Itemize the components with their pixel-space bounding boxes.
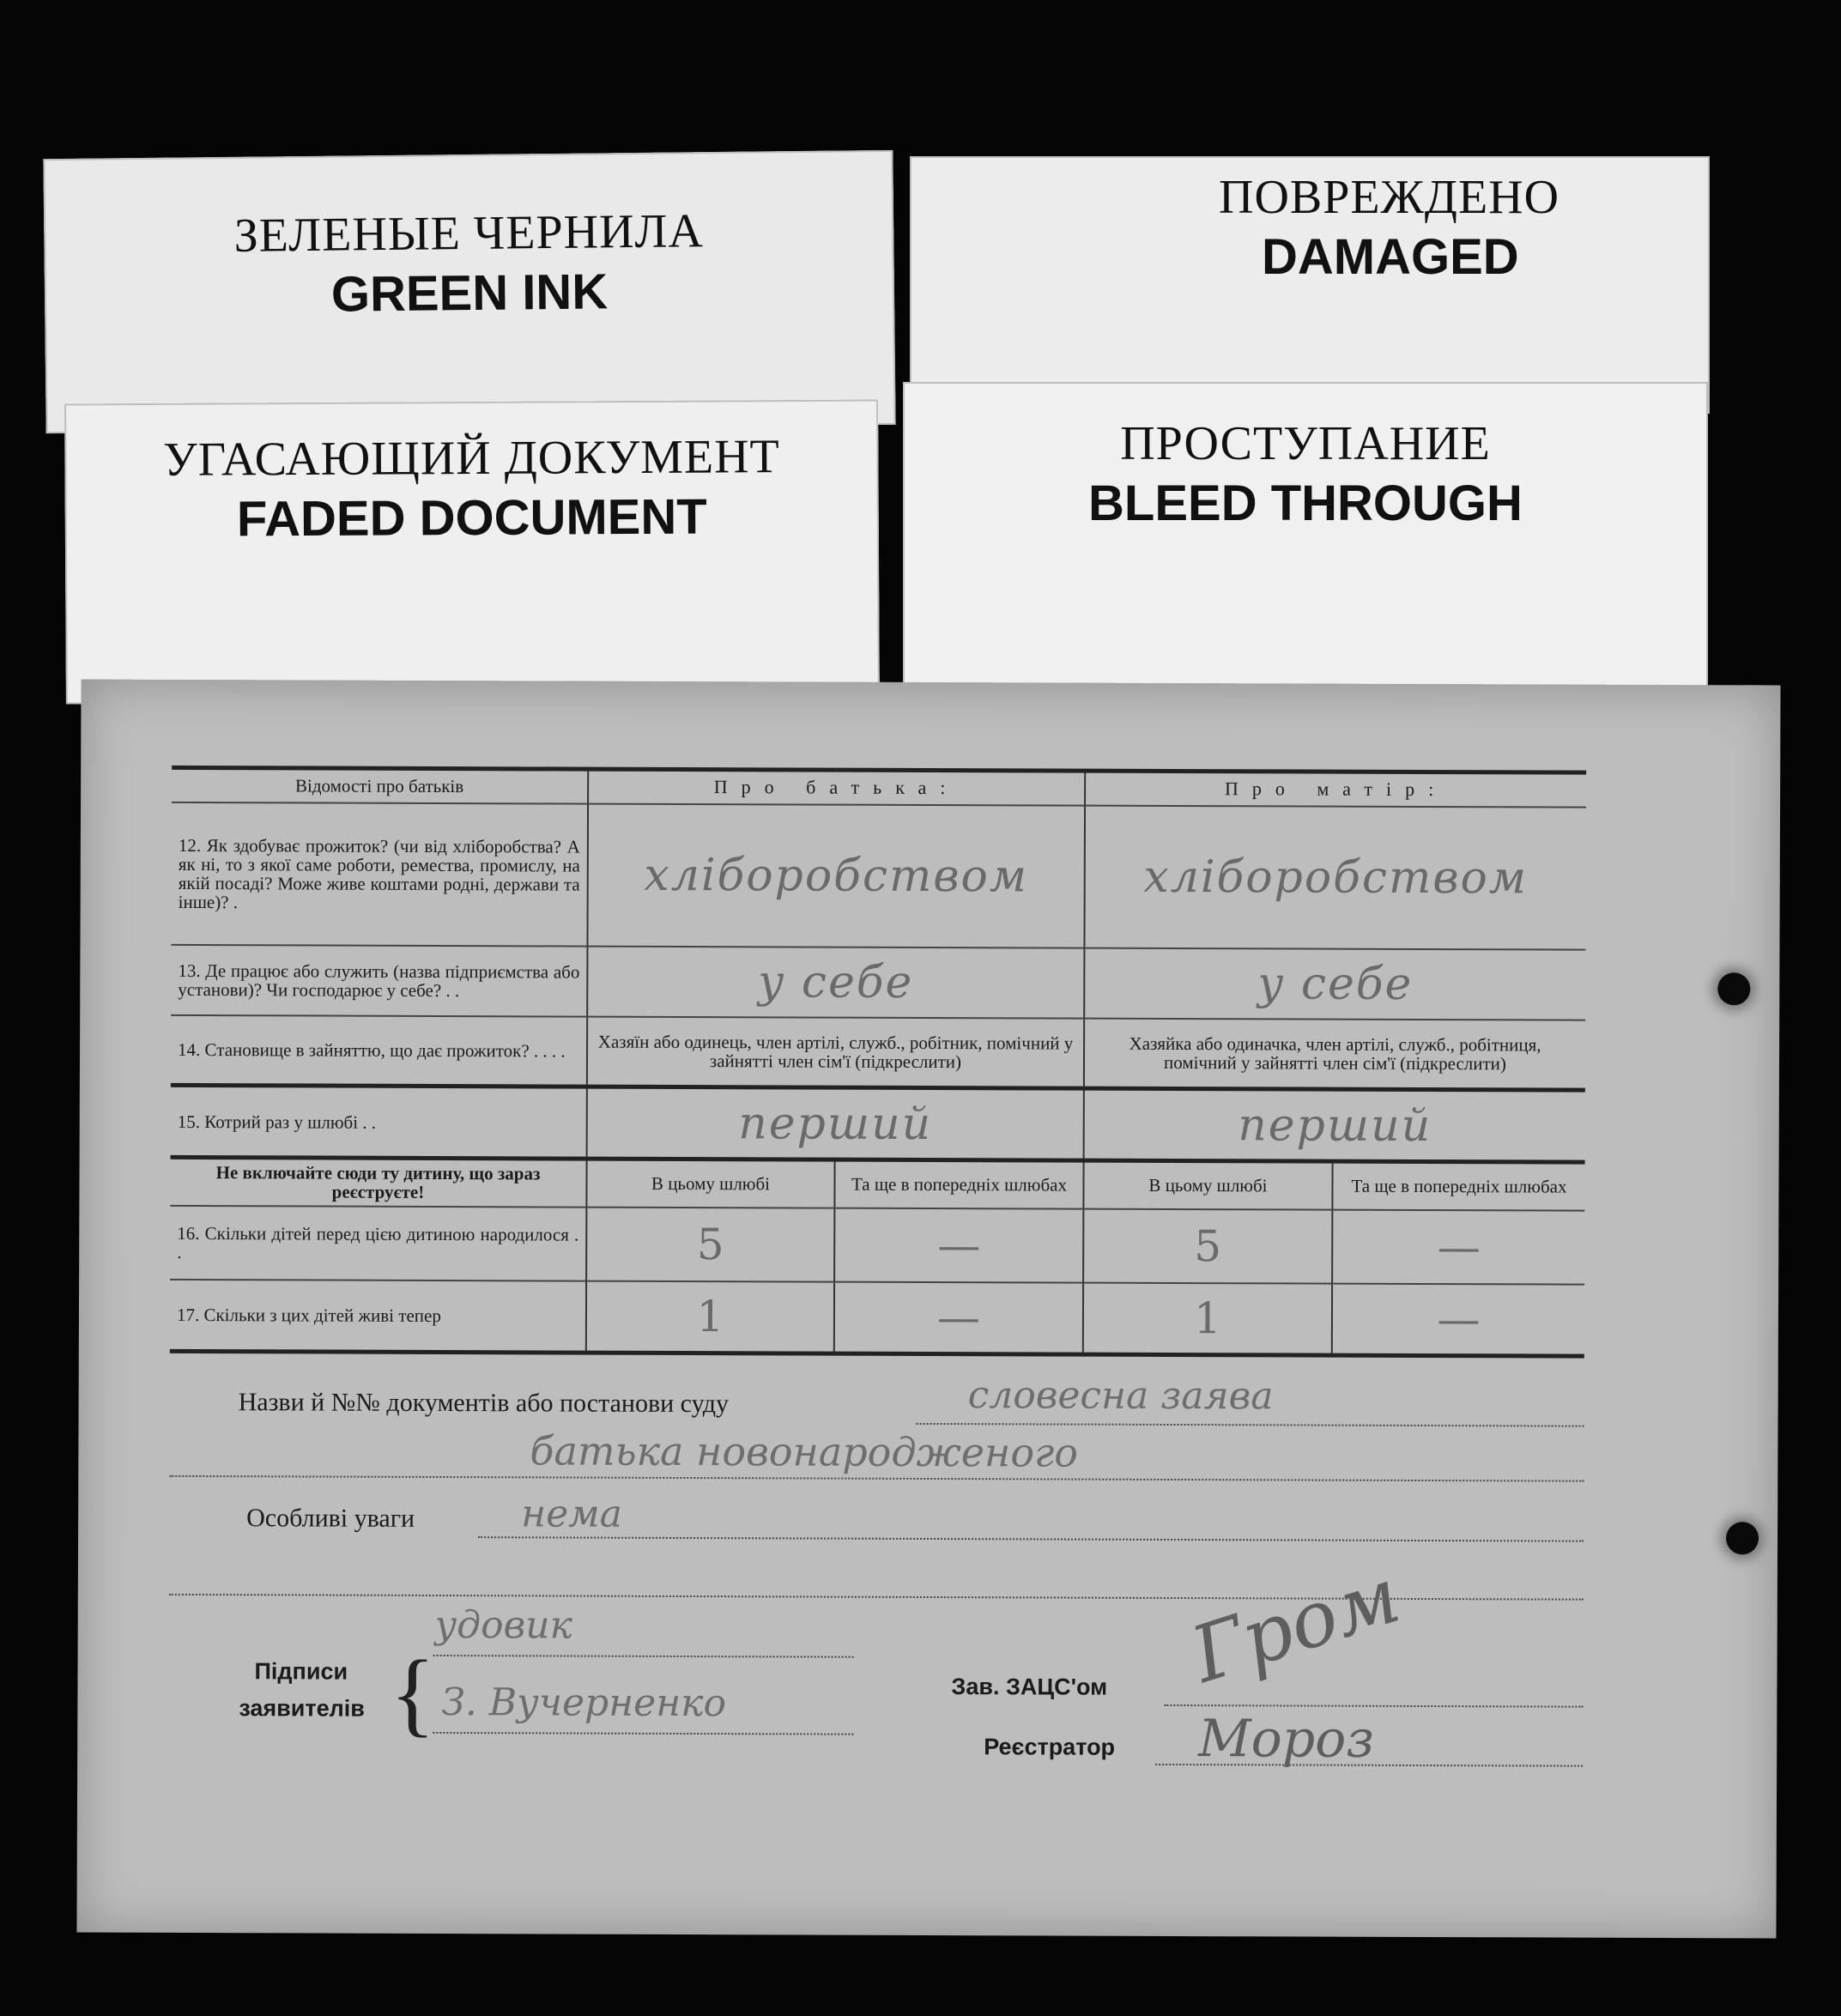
exclusion-note: Не включайте сюди ту дитину, що зараз реєструєте! — [215, 1162, 541, 1203]
punch-hole — [1717, 972, 1750, 1005]
green-ink-english: GREEN INK — [330, 263, 609, 323]
applicant-signature-2: З. Вучерненко — [441, 1680, 727, 1726]
faded-document-card — [64, 400, 880, 705]
answer-13-father: у себе — [587, 946, 1084, 1018]
answer-15-mother: перший — [1084, 1088, 1585, 1162]
head-of-registry-label: Зав. ЗАЦС'ом — [951, 1674, 1108, 1700]
signatures-label-2: заявителів — [239, 1695, 365, 1722]
question-15: 15. Котрий раз у шлюбі . . — [177, 1111, 377, 1133]
faded-english: FADED DOCUMENT — [236, 488, 707, 548]
brace-icon: { — [390, 1640, 436, 1746]
header-mother: Про матір: — [1085, 771, 1586, 807]
answer-15-father: перший — [587, 1087, 1084, 1160]
header-parents-info: Відомості про батьків — [294, 775, 464, 797]
registration-form-sheet — [76, 680, 1780, 1939]
question-12: 12. Як здобуває прожиток? (чи від хліборобства? А як ні, то з якої саме роботи, ремества, промислу, на якій посаді? Може живе коштами родні, держави та інше)? . — [178, 834, 580, 912]
answer-13-mother: у себе — [1084, 947, 1585, 1020]
signatures-label-1: Підписи — [254, 1658, 348, 1685]
answer-14-father-options: Хазяїн або одинець, член артілі, служб., робітник, помічний у зайнятті член сім'ї (підкреслити) — [587, 1016, 1084, 1088]
head-of-registry-line — [1164, 1704, 1583, 1708]
bleed-russian: ПРОСТУПАНИЕ — [1120, 417, 1491, 470]
documents-handwriting-2: батька новонародженого — [530, 1427, 1079, 1476]
special-notes-label: Особливі уваги — [246, 1504, 415, 1533]
punch-hole — [1726, 1522, 1759, 1554]
lower-section — [168, 1353, 1584, 1874]
documents-handwriting-1: словесна заява — [967, 1373, 1274, 1419]
registrar-signature: Мороз — [1198, 1709, 1375, 1770]
special-notes-line — [478, 1536, 1584, 1541]
question-13: 13. Де працює або служить (назва підприємства або установи)? Чи господарює у себе? . . — [178, 960, 580, 1001]
header-father: Про батька: — [588, 769, 1085, 805]
answer-17-father-prev: — — [834, 1281, 1083, 1354]
answer-16-father-prev: — — [834, 1208, 1083, 1282]
question-14: 14. Становище в зайняттю, що дає прожиток? . . . . — [178, 1038, 566, 1062]
answer-17-father-this: 1 — [586, 1280, 834, 1353]
registrar-label: Реєстратор — [984, 1734, 1116, 1760]
applicant-signature-1: удовик — [434, 1602, 572, 1648]
special-notes-handwriting: нема — [521, 1492, 622, 1536]
bleed-english: BLEED THROUGH — [1088, 475, 1523, 531]
answer-16-father-this: 5 — [586, 1207, 834, 1281]
answer-12-father: хліборобством — [587, 803, 1085, 947]
subheader-prev-marriages-mother: Та ще в попередніх шлюбах — [1332, 1161, 1584, 1210]
answer-16-mother-this: 5 — [1083, 1208, 1332, 1283]
documents-line-2 — [169, 1475, 1584, 1482]
subheader-this-marriage-mother: В цьому шлюбі — [1083, 1160, 1332, 1209]
question-16: 16. Скільки дітей перед цією дитиною народилося . . — [177, 1222, 579, 1262]
form-content — [168, 766, 1586, 1874]
green-ink-card — [43, 150, 895, 433]
answer-17-mother-this: 1 — [1083, 1282, 1332, 1355]
faded-russian: УГАСАЮЩИЙ ДОКУМЕНТ — [162, 430, 780, 487]
applicant-signature-line-2 — [433, 1732, 853, 1735]
applicant-signature-line-1 — [433, 1655, 854, 1658]
question-17: 17. Скільки з цих дітей живі тепер — [176, 1304, 441, 1326]
documents-line — [917, 1423, 1584, 1427]
head-signature: Гром — [1181, 1550, 1410, 1701]
documents-label: Назви й №№ документів або постанови суду — [238, 1388, 730, 1419]
damaged-card — [910, 156, 1710, 414]
damaged-english: DAMAGED — [1262, 229, 1519, 285]
bleed-through-card — [903, 382, 1708, 691]
answer-16-mother-prev: — — [1332, 1209, 1584, 1284]
parents-info-table — [170, 766, 1586, 1359]
answer-12-mother: хліборобством — [1084, 805, 1586, 949]
green-ink-russian: ЗЕЛЕНЫЕ ЧЕРНИЛА — [233, 204, 705, 263]
answer-17-mother-prev: — — [1332, 1283, 1584, 1356]
subheader-prev-marriages-father: Та ще в попередніх шлюбах — [834, 1159, 1083, 1208]
answer-14-mother-options: Хазяйка або одиначка, член артілі, служб., робітниця, помічний у зайнятті член сім'ї (підкреслити) — [1084, 1018, 1585, 1090]
subheader-this-marriage-father: В цьому шлюбі — [586, 1159, 834, 1208]
damaged-russian: ПОВРЕЖДЕНО — [1219, 171, 1560, 224]
